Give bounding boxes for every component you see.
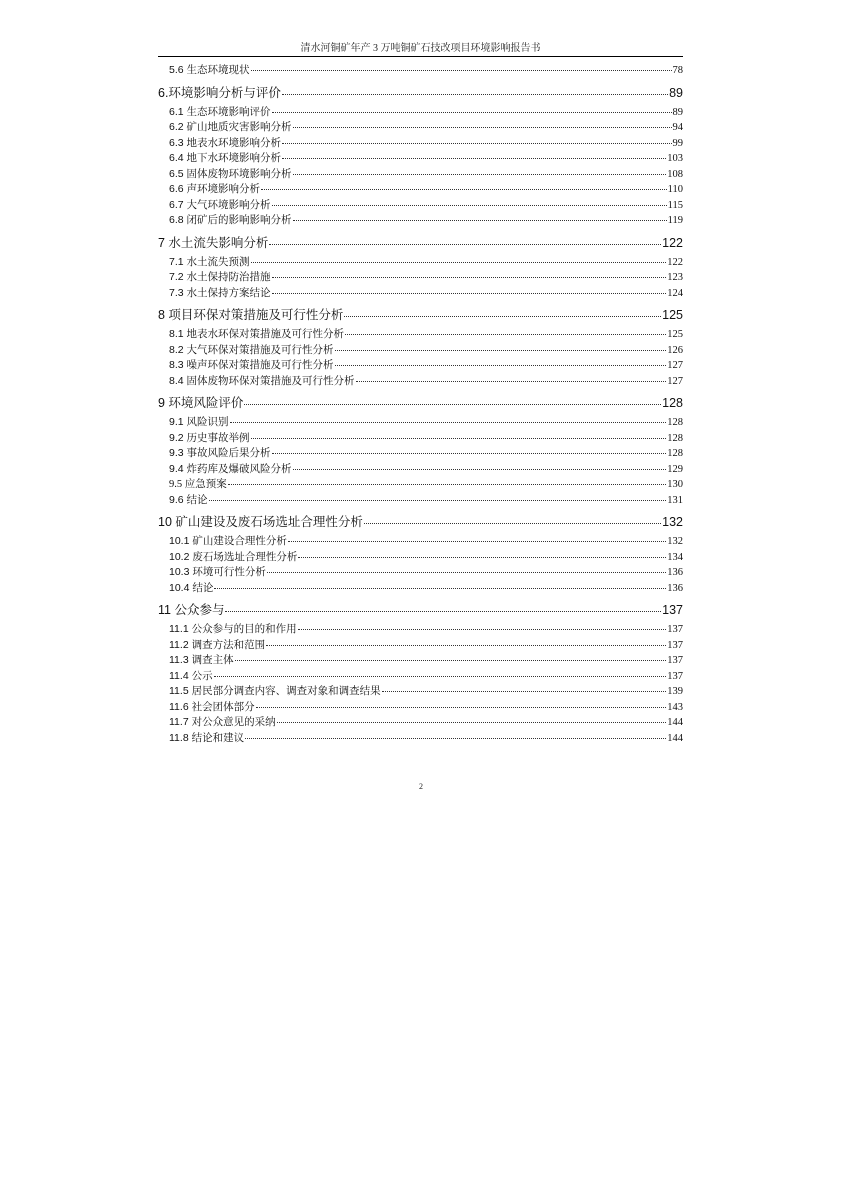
- toc-entry-page: 137: [667, 655, 683, 666]
- toc-entry-page: 128: [667, 448, 683, 459]
- toc-dot-leader: [251, 262, 667, 263]
- toc-entry-label: 6.环境影响分析与评价: [158, 85, 281, 100]
- table-of-contents: [158, 63, 683, 746]
- toc-entry-page: 127: [667, 360, 683, 371]
- toc-entry-page: 137: [667, 670, 683, 682]
- toc-entry-page: 137: [667, 624, 683, 635]
- toc-section-entry[interactable]: [158, 327, 683, 343]
- toc-entry-page: 131: [667, 494, 683, 506]
- toc-section-entry[interactable]: [158, 653, 683, 669]
- toc-section-entry[interactable]: [158, 534, 683, 550]
- toc-dot-leader: [277, 722, 667, 723]
- toc-dot-leader: [256, 707, 667, 708]
- toc-section-entry[interactable]: [158, 270, 683, 286]
- toc-entry-label: 10.3 环境可行性分析: [169, 566, 266, 578]
- toc-section-entry[interactable]: [158, 151, 683, 167]
- toc-section-entry[interactable]: [158, 343, 683, 359]
- toc-entry-page: 127: [667, 375, 683, 387]
- toc-dot-leader: [272, 453, 667, 454]
- toc-section-entry[interactable]: [158, 715, 683, 731]
- toc-section-entry[interactable]: [158, 374, 683, 390]
- toc-chapter-entry[interactable]: [158, 229, 683, 255]
- toc-entry-label: 7.1 水土流失预测: [169, 255, 250, 268]
- toc-entry-label: 11.3 调查主体: [169, 654, 234, 666]
- toc-entry-page: 139: [667, 686, 683, 697]
- toc-section-entry[interactable]: [158, 446, 683, 462]
- toc-dot-leader: [230, 422, 667, 423]
- toc-section-entry[interactable]: [158, 120, 683, 136]
- toc-entry-page: 136: [667, 582, 683, 594]
- toc-entry-label: 9 环境风险评价: [158, 396, 244, 410]
- toc-entry-label: 10.1 矿山建设合理性分析: [169, 535, 287, 547]
- toc-dot-leader: [298, 557, 666, 558]
- toc-section-entry[interactable]: [158, 493, 683, 509]
- toc-entry-page: 89: [669, 85, 683, 100]
- toc-section-entry[interactable]: [158, 684, 683, 700]
- toc-dot-leader: [282, 143, 671, 144]
- toc-entry-label: 8.2 大气环保对策措施及可行性分析: [169, 343, 334, 356]
- toc-dot-leader: [288, 541, 666, 542]
- toc-entry-page: 136: [667, 567, 683, 578]
- toc-entry-page: 126: [667, 344, 683, 356]
- toc-chapter-entry[interactable]: [158, 301, 683, 327]
- toc-dot-leader: [261, 189, 667, 190]
- toc-chapter-entry[interactable]: [158, 79, 683, 105]
- toc-section-entry[interactable]: [158, 358, 683, 374]
- toc-dot-leader: [209, 500, 667, 501]
- toc-dot-leader: [282, 158, 666, 159]
- toc-entry-label: 10 矿山建设及废石场选址合理性分析: [158, 515, 363, 529]
- toc-entry-page: 128: [662, 396, 683, 410]
- toc-dot-leader: [266, 645, 666, 646]
- toc-section-entry[interactable]: [158, 565, 683, 581]
- toc-chapter-entry[interactable]: [158, 508, 683, 534]
- toc-section-entry[interactable]: [158, 167, 683, 183]
- toc-entry-page: 128: [667, 432, 683, 444]
- page-number: 2: [419, 782, 423, 791]
- toc-entry-page: 144: [667, 732, 683, 744]
- toc-section-entry[interactable]: [158, 198, 683, 214]
- toc-entry-label: 8.3 噪声环保对策措施及可行性分析: [169, 359, 334, 371]
- toc-entry-page: 128: [667, 417, 683, 428]
- toc-section-entry[interactable]: [158, 182, 683, 198]
- toc-section-entry[interactable]: [158, 105, 683, 121]
- toc-entry-label: 11.6 社会团体部分: [169, 700, 255, 713]
- toc-entry-page: 78: [672, 65, 683, 76]
- toc-dot-leader: [282, 94, 668, 95]
- toc-entry-label: 7 水土流失影响分析: [158, 235, 269, 250]
- toc-entry-label: 6.7 大气环境影响分析: [169, 198, 271, 211]
- toc-entry-page: 132: [667, 536, 683, 547]
- toc-dot-leader: [244, 404, 661, 405]
- toc-entry-label: 11.5 居民部分调查内容、调查对象和调查结果: [169, 685, 381, 697]
- toc-section-entry[interactable]: [158, 669, 683, 685]
- toc-entry-label: 9.3 事故风险后果分析: [169, 447, 271, 459]
- toc-entry-page: 143: [667, 701, 683, 713]
- toc-section-entry[interactable]: [158, 462, 683, 478]
- toc-dot-leader: [364, 523, 661, 524]
- toc-entry-page: 99: [672, 137, 683, 149]
- toc-dot-leader: [293, 127, 672, 128]
- toc-entry-page: 137: [667, 639, 683, 651]
- toc-entry-label: 11.8 结论和建议: [169, 731, 245, 744]
- toc-section-entry[interactable]: [158, 731, 683, 747]
- toc-dot-leader: [269, 244, 661, 245]
- toc-entry-label: 8 项目环保对策措施及可行性分析: [158, 308, 344, 322]
- toc-dot-leader: [272, 112, 672, 113]
- toc-section-entry[interactable]: [158, 286, 683, 302]
- toc-entry-label: 6.5 固体废物环境影响分析: [169, 167, 292, 180]
- toc-dot-leader: [214, 588, 666, 589]
- toc-entry-page: 144: [667, 717, 683, 728]
- toc-section-entry[interactable]: [158, 622, 683, 638]
- toc-entry-page: 89: [672, 106, 683, 118]
- toc-chapter-entry[interactable]: [158, 389, 683, 415]
- toc-section-entry[interactable]: [158, 63, 683, 79]
- toc-entry-page: 122: [667, 256, 683, 268]
- toc-section-entry[interactable]: [158, 431, 683, 447]
- toc-entry-page: 130: [667, 479, 683, 490]
- toc-entry-label: 9.5 应急预案: [169, 479, 227, 490]
- toc-entry-label: 6.3 地表水环境影响分析: [169, 136, 282, 149]
- toc-entry-label: 6.4 地下水环境影响分析: [169, 152, 282, 164]
- toc-entry-label: 9.1 风险识别: [169, 416, 229, 428]
- header-rule: [158, 56, 683, 57]
- toc-dot-leader: [228, 484, 667, 485]
- toc-entry-page: 115: [667, 199, 683, 211]
- toc-entry-page: 132: [662, 515, 683, 529]
- toc-dot-leader: [214, 676, 667, 677]
- toc-section-entry[interactable]: [158, 581, 683, 597]
- toc-entry-label: 9.6 结论: [169, 493, 208, 506]
- toc-dot-leader: [293, 174, 667, 175]
- toc-entry-label: 8.4 固体废物环保对策措施及可行性分析: [169, 374, 355, 387]
- toc-entry-label: 11.1 公众参与的目的和作用: [169, 623, 297, 635]
- toc-dot-leader: [344, 316, 661, 317]
- toc-dot-leader: [245, 738, 666, 739]
- toc-entry-label: 9.2 历史事故举例: [169, 431, 250, 444]
- toc-dot-leader: [272, 277, 667, 278]
- toc-dot-leader: [267, 572, 666, 573]
- toc-entry-page: 119: [667, 215, 683, 226]
- toc-dot-leader: [298, 629, 667, 630]
- toc-section-entry[interactable]: [158, 700, 683, 716]
- toc-dot-leader: [251, 70, 672, 71]
- toc-entry-page: 122: [662, 235, 683, 250]
- toc-section-entry[interactable]: [158, 550, 683, 566]
- toc-dot-leader: [251, 438, 667, 439]
- toc-section-entry[interactable]: [158, 255, 683, 271]
- toc-entry-page: 134: [667, 551, 683, 563]
- toc-dot-leader: [293, 220, 667, 221]
- toc-entry-page: 123: [667, 272, 683, 283]
- toc-dot-leader: [293, 469, 667, 470]
- toc-entry-label: 11.2 调查方法和范围: [169, 638, 266, 651]
- toc-entry-page: 129: [667, 463, 683, 475]
- toc-dot-leader: [272, 205, 667, 206]
- toc-dot-leader: [225, 611, 661, 612]
- toc-section-entry[interactable]: [158, 415, 683, 431]
- toc-entry-page: 103: [667, 153, 683, 164]
- toc-dot-leader: [335, 350, 667, 351]
- toc-entry-label: 9.4 炸药库及爆破风险分析: [169, 462, 292, 475]
- toc-entry-page: 125: [662, 308, 683, 322]
- toc-entry-page: 94: [672, 122, 683, 133]
- toc-dot-leader: [272, 293, 667, 294]
- toc-section-entry[interactable]: [158, 213, 683, 229]
- toc-dot-leader: [335, 365, 667, 366]
- toc-section-entry[interactable]: [158, 638, 683, 654]
- toc-section-entry[interactable]: [158, 136, 683, 152]
- toc-entry-label: 11.7 对公众意见的采纳: [169, 716, 276, 728]
- toc-entry-label: 10.2 废石场选址合理性分析: [169, 550, 298, 563]
- toc-entry-label: 7.3 水土保持方案结论: [169, 286, 271, 299]
- toc-dot-leader: [345, 334, 666, 335]
- toc-entry-label: 6.6 声环境影响分析: [169, 183, 261, 195]
- toc-section-entry[interactable]: [158, 477, 683, 493]
- toc-entry-label: 7.2 水土保持防治措施: [169, 271, 271, 283]
- toc-entry-label: 5.6 生态环境现状: [169, 64, 250, 76]
- toc-entry-label: 11.4 公示: [169, 669, 213, 682]
- toc-entry-label: 6.1 生态环境影响评价: [169, 105, 271, 118]
- toc-dot-leader: [235, 660, 667, 661]
- toc-entry-page: 110: [667, 184, 683, 195]
- toc-entry-page: 125: [667, 329, 683, 340]
- toc-chapter-entry[interactable]: [158, 596, 683, 622]
- toc-entry-label: 8.1 地表水环保对策措施及可行性分析: [169, 328, 345, 340]
- toc-entry-label: 6.8 闭矿后的影响影响分析: [169, 214, 292, 226]
- toc-entry-label: 6.2 矿山地质灾害影响分析: [169, 121, 292, 133]
- toc-entry-label: 11 公众参与: [158, 603, 225, 617]
- page-header: 清水河铜矿年产 3 万吨铜矿石技改项目环境影响报告书: [300, 43, 541, 54]
- toc-entry-label: 10.4 结论: [169, 581, 214, 594]
- toc-entry-page: 137: [662, 603, 683, 617]
- toc-dot-leader: [356, 381, 667, 382]
- toc-dot-leader: [382, 691, 667, 692]
- toc-entry-page: 124: [667, 287, 683, 299]
- toc-entry-page: 108: [667, 168, 683, 180]
